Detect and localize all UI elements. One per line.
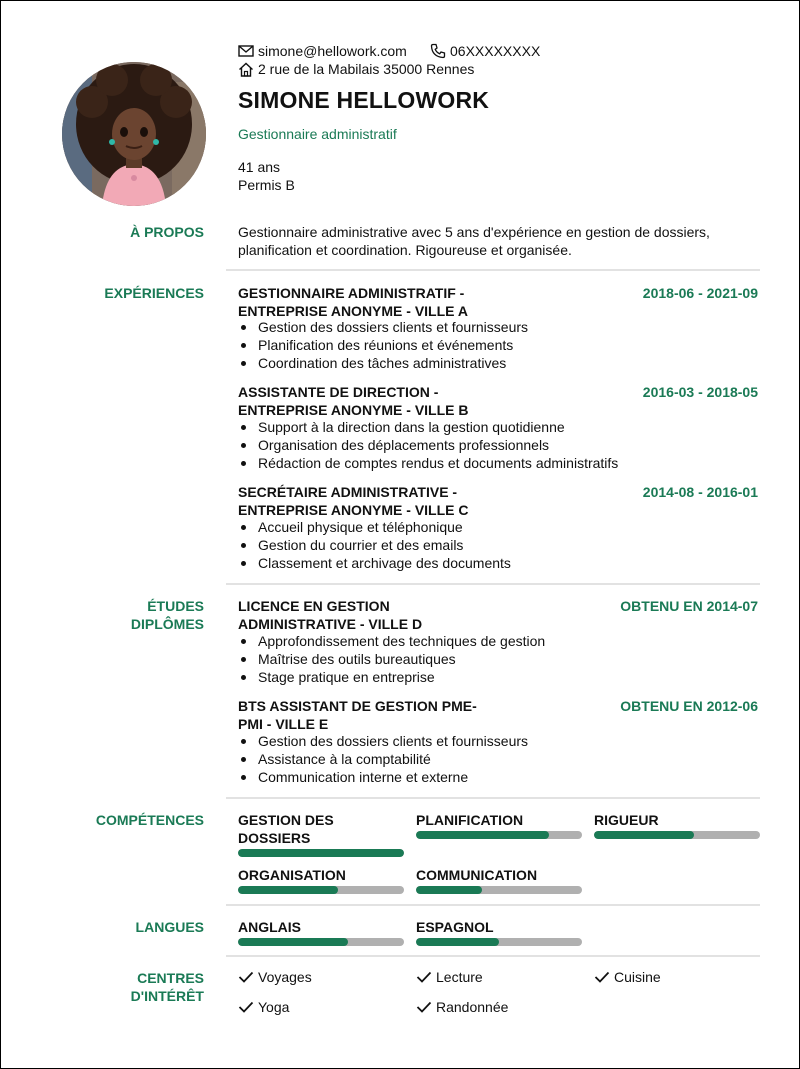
skill-level-fill xyxy=(416,886,482,894)
education-title-line: PMI - VILLE E xyxy=(238,716,329,732)
interest-label: Yoga xyxy=(258,999,290,1015)
list-item: Coordination des tâches administratives xyxy=(238,354,528,372)
check-icon xyxy=(594,970,610,984)
list-item: Gestion des dossiers clients et fournisseurs xyxy=(238,732,528,750)
about-line: Gestionnaire administrative avec 5 ans d'expérience en gestion de dossiers, xyxy=(238,224,710,240)
skill-level-fill xyxy=(594,831,694,839)
section-label-studies xyxy=(131,597,204,633)
skill-item xyxy=(594,811,760,839)
list-item: Communication interne et externe xyxy=(238,768,528,786)
language-level-fill xyxy=(238,938,348,946)
phone-contact xyxy=(430,42,540,60)
skill-name: PLANIFICATION xyxy=(416,812,524,828)
section-label-line: D'INTÉRÊT xyxy=(130,988,204,1004)
section-label-line: ÉTUDES xyxy=(147,598,204,614)
interest-label: Voyages xyxy=(258,969,312,985)
list-item: Classement et archivage des documents xyxy=(238,554,511,572)
list-item: Stage pratique en entreprise xyxy=(238,668,545,686)
experience-title-line: ENTREPRISE ANONYME - VILLE C xyxy=(238,502,469,518)
language-item xyxy=(238,918,404,946)
interest-label: Randonnée xyxy=(436,999,509,1015)
skill-name: COMMUNICATION xyxy=(416,867,538,883)
section-label-line: DIPLÔMES xyxy=(130,616,204,632)
language-item xyxy=(416,918,582,946)
about-text xyxy=(238,223,768,259)
section-divider xyxy=(226,797,760,799)
language-level-bar xyxy=(238,938,404,946)
experience-title-line: GESTIONNAIRE ADMINISTRATIF - xyxy=(238,285,465,301)
avatar-illustration xyxy=(62,62,206,206)
list-item: Gestion du courrier et des emails xyxy=(238,536,511,554)
section-label-about: À PROPOS xyxy=(130,224,204,240)
interest-item xyxy=(416,969,483,985)
section-label-interests xyxy=(131,969,204,1005)
experience-dates: 2016-03 - 2018-05 xyxy=(642,384,758,400)
list-item: Maîtrise des outils bureautiques xyxy=(238,650,545,668)
skill-level-bar xyxy=(238,849,404,857)
experience-title-line: ENTREPRISE ANONYME - VILLE A xyxy=(238,303,468,319)
section-label-languages: LANGUES xyxy=(135,919,204,935)
section-label-experiences: EXPÉRIENCES xyxy=(104,285,204,301)
email-contact xyxy=(238,42,407,60)
list-item: Accueil physique et téléphonique xyxy=(238,518,511,536)
interest-label: Lecture xyxy=(436,969,483,985)
candidate-name: SIMONE HELLOWORK xyxy=(238,87,490,113)
education-title-line: ADMINISTRATIVE - VILLE D xyxy=(238,616,423,632)
skill-item xyxy=(238,811,404,857)
profile-photo xyxy=(62,62,206,206)
skill-item xyxy=(416,811,582,839)
education-date: OBTENU EN 2014-07 xyxy=(620,598,758,614)
about-line: planification et coordination. Rigoureuse et organisée. xyxy=(238,242,572,258)
experience-title xyxy=(238,483,538,519)
section-divider xyxy=(226,904,760,906)
section-label-skills: COMPÉTENCES xyxy=(95,812,204,828)
language-name: ESPAGNOL xyxy=(416,919,494,935)
phone-icon xyxy=(430,43,446,59)
skill-level-bar xyxy=(416,886,582,894)
section-divider xyxy=(226,583,760,585)
skill-level-bar xyxy=(416,831,582,839)
experience-title-line: ENTREPRISE ANONYME - VILLE B xyxy=(238,402,469,418)
education-title xyxy=(238,697,538,733)
education-bullets xyxy=(238,732,528,786)
job-title: Gestionnaire administratif xyxy=(238,126,397,142)
section-divider xyxy=(226,955,760,957)
age-text: 41 ans xyxy=(238,159,281,175)
skill-item xyxy=(238,866,404,894)
address-contact xyxy=(238,60,474,78)
check-icon xyxy=(416,1000,432,1014)
skill-name-line: GESTION DES xyxy=(238,812,334,828)
home-icon xyxy=(238,62,254,77)
list-item: Rédaction de comptes rendus et documents administratifs xyxy=(238,454,618,472)
phone-text: 06XXXXXXXX xyxy=(450,43,541,59)
language-level-fill xyxy=(416,938,499,946)
language-level-bar xyxy=(416,938,582,946)
skill-name-line: DOSSIERS xyxy=(238,830,311,846)
interest-item xyxy=(238,999,289,1015)
education-title-line: BTS ASSISTANT DE GESTION PME- xyxy=(238,698,477,714)
envelope-icon xyxy=(238,44,254,58)
list-item: Approfondissement des techniques de gestion xyxy=(238,632,545,650)
interest-item xyxy=(416,999,508,1015)
section-divider xyxy=(226,269,760,271)
check-icon xyxy=(238,1000,254,1014)
education-bullets xyxy=(238,632,545,686)
list-item: Assistance à la comptabilité xyxy=(238,750,528,768)
skill-level-fill xyxy=(416,831,549,839)
check-icon xyxy=(238,970,254,984)
interest-label: Cuisine xyxy=(614,969,661,985)
skill-level-bar xyxy=(594,831,760,839)
address-text: 2 rue de la Mabilais 35000 Rennes xyxy=(258,61,475,77)
skill-item xyxy=(416,866,582,894)
experience-bullets xyxy=(238,418,618,472)
education-date: OBTENU EN 2012-06 xyxy=(620,698,758,714)
experience-dates: 2014-08 - 2016-01 xyxy=(642,484,758,500)
list-item: Organisation des déplacements professionnels xyxy=(238,436,618,454)
skill-name: RIGUEUR xyxy=(594,812,659,828)
skill-name xyxy=(238,811,404,847)
experience-title-line: ASSISTANTE DE DIRECTION - xyxy=(238,384,439,400)
education-title-line: LICENCE EN GESTION xyxy=(238,598,390,614)
interest-item xyxy=(238,969,312,985)
experience-bullets xyxy=(238,518,511,572)
skill-level-fill xyxy=(238,886,338,894)
experience-title xyxy=(238,284,538,320)
experience-title xyxy=(238,383,538,419)
list-item: Support à la direction dans la gestion quotidienne xyxy=(238,418,618,436)
list-item: Planification des réunions et événements xyxy=(238,336,528,354)
experience-bullets xyxy=(238,318,528,372)
language-name: ANGLAIS xyxy=(238,919,301,935)
interest-item xyxy=(594,969,661,985)
skill-name: ORGANISATION xyxy=(238,867,346,883)
experience-dates: 2018-06 - 2021-09 xyxy=(642,285,758,301)
section-label-line: CENTRES xyxy=(137,970,204,986)
check-icon xyxy=(416,970,432,984)
experience-title-line: SECRÉTAIRE ADMINISTRATIVE - xyxy=(238,484,458,500)
skill-level-bar xyxy=(238,886,404,894)
skill-level-fill xyxy=(238,849,404,857)
license-text: Permis B xyxy=(238,177,295,193)
email-text: simone@hellowork.com xyxy=(258,43,407,59)
education-title xyxy=(238,597,538,633)
list-item: Gestion des dossiers clients et fournisseurs xyxy=(238,318,528,336)
